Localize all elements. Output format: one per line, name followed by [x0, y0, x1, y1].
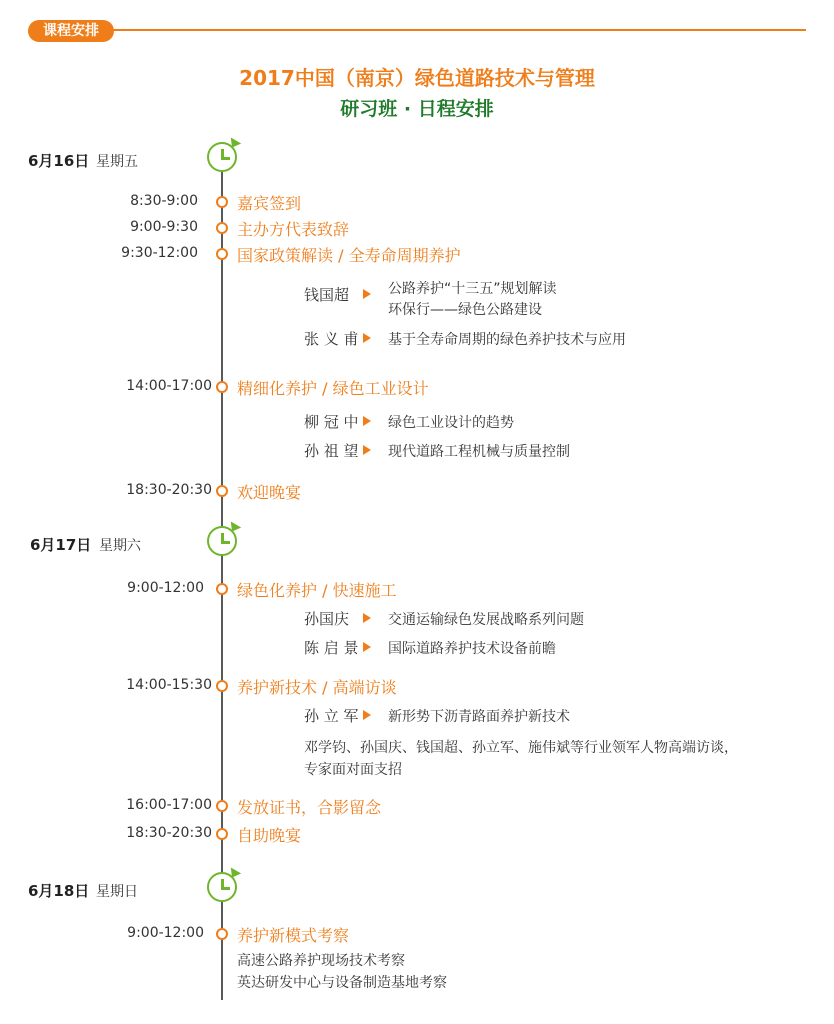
session-dot	[216, 680, 228, 692]
talk-title: 现代道路工程机械与质量控制	[388, 444, 570, 460]
talk-title: 公路养护“十三五”规划解读	[388, 281, 557, 297]
session-time: 9:30-12:00	[121, 245, 198, 261]
session-note: 邓学钧、孙国庆、钱国超、孙立军、施伟斌等行业领军人物高端访谈，	[304, 740, 738, 756]
speaker-name: 孙 祖 望	[304, 442, 359, 460]
day-date: 6月16日	[28, 152, 90, 170]
session-topic: 发放证书，合影留念	[237, 798, 382, 817]
session-time: 14:00-17:00	[126, 378, 212, 394]
section-tag: 课程安排	[28, 20, 114, 42]
session-time: 18:30-20:30	[126, 825, 212, 841]
day-weekday: 星期六	[99, 538, 141, 554]
talk-title: 交通运输绿色发展战略系列问题	[388, 612, 584, 628]
session-topic: 嘉宾签到	[237, 194, 302, 213]
header-rule	[100, 29, 806, 31]
visit-detail: 高速公路养护现场技术考察	[237, 953, 405, 969]
session-topic: 养护新技术 / 高端访谈	[237, 678, 397, 697]
session-time: 14:00-15:30	[126, 677, 212, 693]
talk-title: 绿色工业设计的趋势	[388, 415, 514, 431]
session-time: 9:00-9:30	[130, 219, 198, 235]
talk-title: 国际道路养护技术设备前瞻	[388, 641, 556, 657]
talk-title: 新形势下沥青路面养护新技术	[388, 709, 570, 725]
day-weekday: 星期日	[96, 884, 138, 900]
session-dot	[216, 828, 228, 840]
session-dot	[216, 583, 228, 595]
session-topic: 自助晚宴	[237, 826, 302, 845]
session-topic: 养护新模式考察	[237, 926, 350, 945]
session-time: 9:00-12:00	[127, 580, 204, 596]
speaker-name: 孙国庆	[304, 610, 350, 628]
clock-icon	[207, 526, 237, 556]
day-date: 6月18日	[28, 882, 90, 900]
day-weekday: 星期五	[96, 154, 138, 170]
page-title: 2017中国（南京）绿色道路技术与管理	[239, 66, 595, 90]
session-topic: 精细化养护 / 绿色工业设计	[237, 379, 429, 398]
speaker-arrow-icon	[363, 642, 371, 652]
page-subtitle: 研习班 · 日程安排	[340, 98, 494, 120]
session-topic: 国家政策解读 / 全寿命周期养护	[237, 246, 461, 265]
session-dot	[216, 222, 228, 234]
clock-icon	[207, 142, 237, 172]
session-topic: 欢迎晚宴	[237, 483, 302, 502]
session-time: 9:00-12:00	[127, 925, 204, 941]
speaker-name: 柳 冠 中	[304, 413, 359, 431]
session-topic: 绿色化养护 / 快速施工	[237, 581, 397, 600]
day-date: 6月17日	[30, 536, 92, 554]
speaker-arrow-icon	[363, 613, 371, 623]
session-time: 16:00-17:00	[126, 797, 212, 813]
session-dot	[216, 381, 228, 393]
speaker-arrow-icon	[363, 289, 371, 299]
talk-title: 基于全寿命周期的绿色养护技术与应用	[388, 332, 626, 348]
session-dot	[216, 196, 228, 208]
session-time: 18:30-20:30	[126, 482, 212, 498]
session-dot	[216, 248, 228, 260]
speaker-name: 陈 启 景	[304, 639, 359, 657]
talk-title: 环保行——绿色公路建设	[388, 302, 542, 318]
speaker-arrow-icon	[363, 710, 371, 720]
speaker-arrow-icon	[363, 333, 371, 343]
session-dot	[216, 928, 228, 940]
speaker-name: 张 义 甫	[304, 330, 359, 348]
session-time: 8:30-9:00	[130, 193, 198, 209]
speaker-name: 钱国超	[304, 286, 350, 304]
speaker-arrow-icon	[363, 445, 371, 455]
visit-detail: 英达研发中心与设备制造基地考察	[237, 975, 447, 991]
session-note: 专家面对面支招	[304, 762, 402, 778]
speaker-arrow-icon	[363, 416, 371, 426]
session-topic: 主办方代表致辞	[237, 220, 350, 239]
session-dot	[216, 485, 228, 497]
clock-icon	[207, 872, 237, 902]
speaker-name: 孙 立 军	[304, 707, 359, 725]
session-dot	[216, 800, 228, 812]
